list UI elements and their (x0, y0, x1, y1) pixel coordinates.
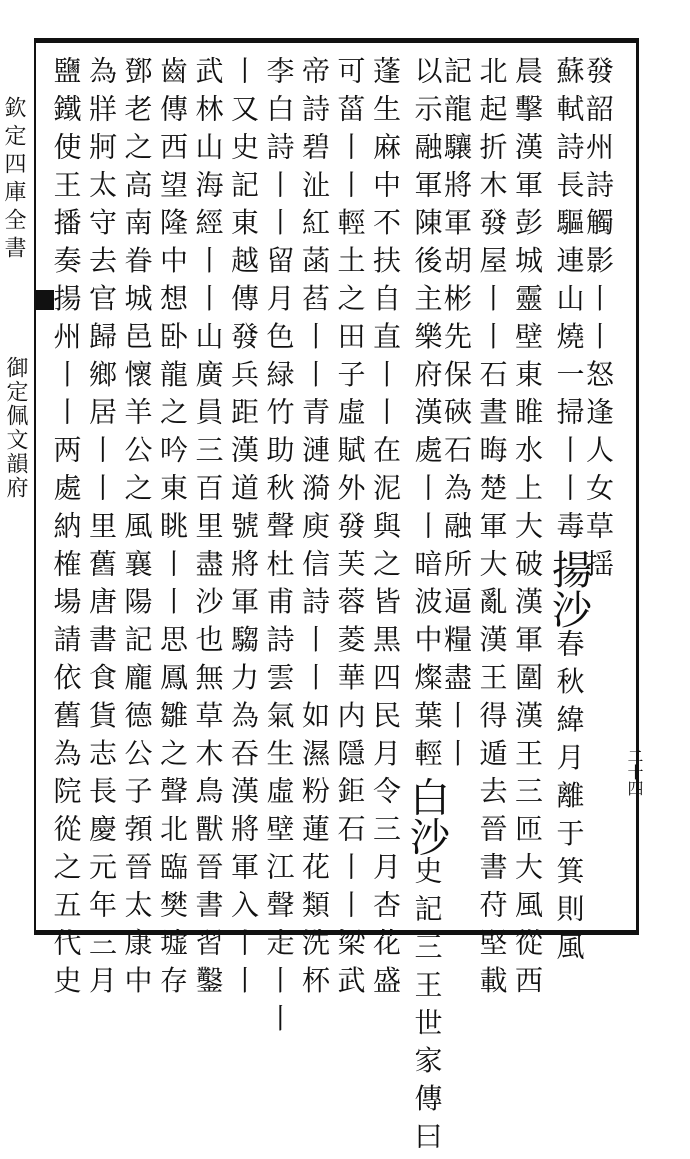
column-6-part-b: 史記三王世家傳曰 (410, 856, 444, 1159)
column-6-part-a: 以示融軍陳後主樂府漢處丨丨暗波中燦葉輕 (410, 56, 444, 777)
text-column-4: 北起折木發屋丨丨石晝晦楚軍大亂漢王得遁去晉書苻堅載 (475, 56, 509, 1004)
right-border (636, 38, 639, 935)
text-column-2 (545, 56, 592, 970)
left-border (34, 38, 36, 935)
text-column-12: 武林山海經丨丨山廣員三百里盡沙也無草木鳥獸晉書習鑿 (191, 56, 225, 1004)
text-column-15: 為牂牁太守去官歸鄉居丨丨里舊唐書食貨志長慶元年三月 (85, 56, 118, 1004)
column-2-part-a: 蘇軾詩長驅連山燒一掃丨丨毒 (552, 56, 586, 549)
text-column-11: 丨又史記東越傳發兵距漢道號將軍騶力為吞漢將軍入丨丨 (227, 56, 260, 1004)
folio-number: 二十四 (625, 748, 644, 796)
top-border (34, 38, 638, 43)
text-column-5: 記龍驤將軍胡彬先保硤石為融所逼糧盡丨丨 (440, 56, 473, 777)
collection-title: 欽定四庫全書 (1, 96, 26, 264)
fold-margin (0, 38, 34, 935)
text-column-7: 蓬生麻中不扶自直丨丨在泥與之皆黒四民月令三月杏花盛 (369, 56, 402, 1004)
text-column-14: 鄧老之高南眷城邑懷羊公之風襄陽記龐德公子𩓐晉太康中 (120, 56, 154, 1004)
text-column-8: 可菑丨丨輕土之田子虛賦外發芙蓉菱華内隱鉅石丨丨梁武 (333, 56, 367, 1004)
text-column-16: 鹽鐵使王播奏揚州丨丨两處納榷場請依舊為院從之五代史 (49, 56, 83, 1004)
text-column-13: 齒傳西望隆中想卧龍之吟東眺丨丨思鳳雛之聲北臨樊墟存 (156, 56, 189, 1004)
book-name: 御定佩文韻府 (3, 356, 28, 500)
text-column-6 (403, 56, 450, 1159)
text-column-9: 帝詩碧沚紅菡萏丨丨青漣漪庾信詩丨丨如濕粉蓮花類洗杯 (298, 56, 331, 1004)
column-2-part-b: 春秋緯月離于箕則風 (552, 628, 586, 970)
text-column-1: 發韶州詩觸影丨丨怒逢人女草揺 (582, 56, 615, 587)
text-column-10: 李白詩丨丨留月色緑竹助秋聲杜甫詩雲氣生虛壁江聲走丨丨 (262, 56, 296, 1042)
headword-yangsha: 揚沙 (545, 548, 592, 629)
headword-baisha: 白沙 (403, 776, 450, 857)
text-column-3: 晨擊漢軍彭城靈壁東睢水上大破漢軍圍漢王三匝大風從西 (511, 56, 544, 1004)
